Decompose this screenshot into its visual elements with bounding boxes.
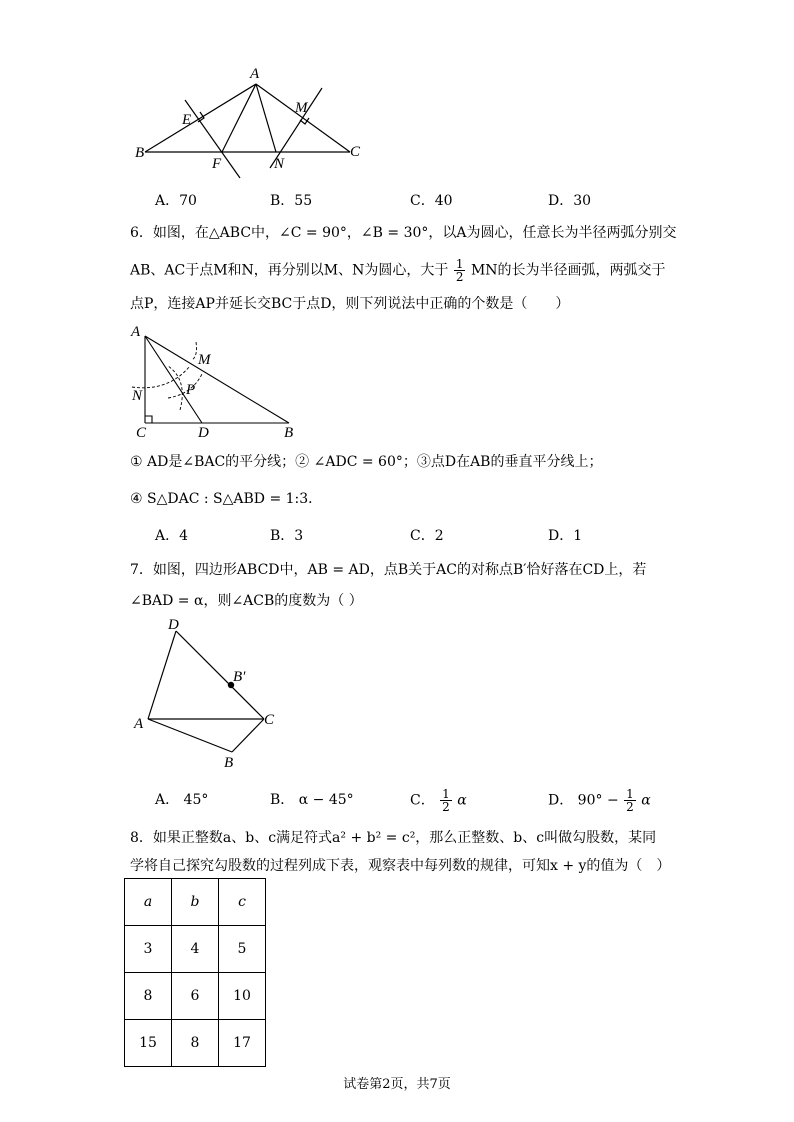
table-cell: 10 [219, 973, 266, 1020]
q6-option-c[interactable]: C．2 [410, 528, 444, 544]
q7-option-a[interactable]: A． 45° [155, 792, 209, 808]
table-header-cell: a [125, 879, 172, 926]
fig6-label-c: C [136, 425, 147, 441]
q6-statements-line1: ① AD是∠BAC的平分线；② ∠ADC = 60°；③点D在AB的垂直平分线上； [130, 454, 603, 470]
q6-option-a[interactable]: A．4 [155, 528, 189, 544]
page-footer: 试卷第2页，共7页 [343, 1077, 451, 1092]
table-cell: 6 [172, 973, 219, 1020]
fig7-label-b: B [224, 755, 234, 771]
table-row [125, 926, 266, 973]
q7-d-frac-den: 2 [626, 800, 634, 814]
q6-statements-line2: ④ S△DAC : S△ABD = 1:3． [130, 491, 323, 507]
fig7-label-a: A [134, 716, 144, 732]
figure-q6 [128, 320, 308, 442]
q5-option-a[interactable]: A．70 [155, 193, 197, 209]
q6-frac-num: 1 [455, 257, 464, 271]
fig6-label-n: N [132, 388, 143, 404]
q7-c-frac-den: 2 [442, 800, 450, 814]
q6-question-line3: 点P，连接AP并延长交BC于点D，则下列说法中正确的个数是（ ） [130, 296, 570, 312]
q7-question-line2: ∠BAD = α，则∠ACB的度数为（ ） [130, 593, 363, 609]
q6-fraction [454, 258, 466, 283]
table-cell: 3 [125, 926, 172, 973]
fig6-label-b: B [284, 425, 294, 441]
q5-option-d[interactable]: D．30 [548, 193, 592, 209]
fig5-label-a: A [250, 66, 260, 82]
fig6-label-d: D [198, 425, 209, 441]
q6-option-b[interactable]: B．3 [270, 528, 304, 544]
q7-d-frac-num: 1 [626, 787, 634, 801]
q7-option-c-fraction [440, 788, 452, 813]
figure-q7 [130, 615, 280, 775]
q6-question-line1: 6．如图，在△ABC中，∠C = 90°，∠B = 30°，以A为圆心，任意长为半径两弧分别交 [130, 225, 677, 241]
table-cell: 8 [172, 1020, 219, 1067]
fig6-label-a: A [131, 324, 141, 340]
q5-option-c[interactable]: C．40 [410, 193, 453, 209]
table-header-row [125, 879, 266, 926]
table-cell: 15 [125, 1020, 172, 1067]
q7-option-c-prefix: C． [410, 792, 435, 809]
fig6-label-m: M [198, 352, 211, 368]
q8-question-line2: 学将自己探究勾股数的过程列成下表，观察表中每列数的规律，可知x + y的值为（ ） [130, 858, 671, 874]
q7-option-d-suffix: α [641, 792, 651, 809]
q6-frac-den: 2 [455, 270, 464, 284]
q7-c-frac-num: 1 [442, 787, 450, 801]
fig6-label-p: P [186, 382, 196, 398]
q7-question-line1: 7．如图，四边形ABCD中，AB = AD，点B关于AC的对称点B′恰好落在CD上，若 [130, 562, 647, 578]
q5-option-b[interactable]: B．55 [270, 193, 313, 209]
q7-option-d-prefix: D． 90° − [548, 792, 619, 809]
fig7-label-c: C [264, 712, 275, 728]
q6-option-d[interactable]: D．1 [548, 528, 583, 544]
fig5-label-b: B [135, 145, 145, 161]
fig5-label-c: C [350, 144, 361, 160]
pythagorean-table [124, 878, 266, 1067]
q7-option-b[interactable]: B． α − 45° [270, 792, 354, 808]
table-row [125, 1020, 266, 1067]
table-cell: 8 [125, 973, 172, 1020]
figure-q5 [130, 60, 370, 185]
q7-option-d[interactable] [548, 788, 651, 813]
fig5-label-n: N [274, 156, 285, 172]
q6-line2-part-b: MN的长为半径画弧，两弧交于 [470, 262, 666, 279]
q8-question-line1: 8．如果正整数a、b、c满足符式a² + b² = c²，那么正整数、b、c叫做勾股数，某同 [130, 830, 657, 846]
q6-line2-part-a: AB、AC于点M和N，再分别以M、N为圆心，大于 [130, 262, 449, 279]
fig5-label-m: M [295, 100, 308, 116]
table-header-cell: b [172, 879, 219, 926]
fig7-label-b-prime: B′ [233, 669, 246, 685]
fig5-label-f: F [212, 156, 222, 172]
fig5-label-e: E [182, 112, 192, 128]
table-cell: 5 [219, 926, 266, 973]
q7-option-c-suffix: α [457, 792, 467, 809]
table-cell: 4 [172, 926, 219, 973]
q7-option-d-fraction [624, 788, 636, 813]
table-cell: 17 [219, 1020, 266, 1067]
q6-question-line2 [130, 258, 666, 283]
table-row [125, 973, 266, 1020]
q7-option-c[interactable] [410, 788, 467, 813]
table-header-cell: c [219, 879, 266, 926]
fig7-label-d: D [168, 617, 179, 633]
